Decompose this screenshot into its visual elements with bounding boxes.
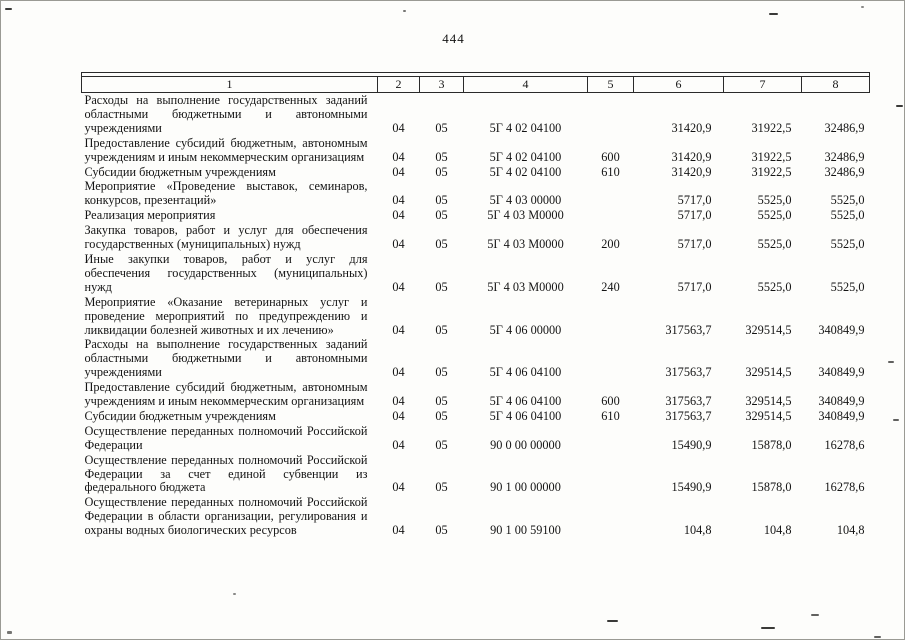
table-row [82,165,870,180]
table-row [82,409,870,424]
cell-subsection-code: 05 [435,408,448,423]
cell-amount-year1: 317563,7 [665,408,712,423]
cell-expense-type-code [588,179,634,208]
cell-amount-year1: 5717,0 [677,279,712,294]
budget-table-body [82,93,870,539]
budget-table-header [82,73,870,93]
cell-amount-year2: 31922,5 [751,149,792,164]
cell-expense-name: Предоставление субсидий бюджетным, автономным учреждениям и иным некоммерческим организациям [84,135,368,164]
cell-amount-year1: 317563,7 [665,365,712,380]
cell-section-code: 04 [392,480,405,495]
cell-expense-type-code: 240 [601,279,620,294]
cell-section-code: 04 [392,437,405,452]
cell-section-code: 04 [392,408,405,423]
column-header-1: 1 [82,77,378,93]
cell-target-article-code: 5Г 4 03 М0000 [487,208,564,223]
cell-amount-year3: 340849,9 [818,365,865,380]
cell-section-code: 04 [392,279,405,294]
cell-amount-year2: 329514,5 [745,322,792,337]
cell-amount-year2: 329514,5 [745,408,792,423]
cell-subsection-code: 05 [435,480,448,495]
cell-expense-type-code: 600 [601,149,620,164]
table-row [82,337,870,380]
cell-subsection-code: 05 [435,437,448,452]
cell-expense-type-code: 610 [601,164,620,179]
cell-expense-name: Субсидии бюджетным учреждениям [84,164,276,179]
cell-amount-year2: 5525,0 [757,193,792,208]
cell-subsection-code: 05 [435,523,448,538]
cell-section-code: 04 [392,120,405,135]
cell-amount-year3: 5525,0 [830,279,865,294]
scan-artifact [896,105,903,107]
cell-target-article-code: 5Г 4 06 04100 [489,365,562,380]
table-row [82,453,870,496]
scan-artifact [403,10,406,12]
cell-expense-type-code [588,424,634,453]
cell-amount-year1: 317563,7 [665,394,712,409]
cell-amount-year1: 31420,9 [671,164,712,179]
table-row [82,380,870,409]
scan-artifact [5,8,12,10]
column-header-2: 2 [378,77,420,93]
cell-target-article-code: 5Г 4 06 00000 [489,322,562,337]
cell-expense-name: Предоставление субсидий бюджетным, автономным учреждениям и иным некоммерческим организациям [84,380,368,409]
cell-amount-year2: 329514,5 [745,394,792,409]
cell-subsection-code: 05 [435,322,448,337]
scan-artifact [893,419,899,421]
cell-expense-name: Закупка товаров, работ и услуг для обеспечения государственных (муниципальных) нужд [84,223,368,252]
cell-amount-year3: 32486,9 [824,164,865,179]
column-header-3: 3 [420,77,464,93]
cell-subsection-code: 05 [435,208,448,223]
cell-expense-name: Иные закупки товаров, работ и услуг для обеспечения государственных (муниципальных) нужд [84,251,368,294]
cell-amount-year3: 5525,0 [830,208,865,223]
cell-amount-year3: 340849,9 [818,394,865,409]
cell-expense-name: Субсидии бюджетным учреждениям [84,408,276,423]
cell-target-article-code: 5Г 4 02 04100 [489,120,562,135]
table-row [82,295,870,338]
scan-artifact [888,361,894,363]
cell-subsection-code: 05 [435,149,448,164]
cell-target-article-code: 5Г 4 06 04100 [489,394,562,409]
cell-subsection-code: 05 [435,365,448,380]
cell-expense-type-code: 610 [601,408,620,423]
cell-expense-type-code: 600 [601,394,620,409]
table-row [82,208,870,223]
cell-amount-year2: 5525,0 [757,237,792,252]
cell-amount-year3: 16278,6 [824,437,865,452]
cell-section-code: 04 [392,164,405,179]
column-header-4: 4 [464,77,588,93]
cell-amount-year3: 104,8 [836,523,865,538]
cell-target-article-code: 90 1 00 59100 [490,523,561,538]
column-header-6: 6 [634,77,724,93]
cell-amount-year2: 31922,5 [751,120,792,135]
scan-artifact [7,631,12,634]
cell-amount-year3: 5525,0 [830,237,865,252]
table-row [82,424,870,453]
cell-expense-name: Расходы на выполнение государственных заданий областными бюджетными и автономными учреждениями [84,337,368,380]
cell-amount-year1: 31420,9 [671,120,712,135]
table-row [82,93,870,136]
cell-amount-year1: 31420,9 [671,149,712,164]
cell-section-code: 04 [392,208,405,223]
cell-expense-name: Реализация мероприятия [84,208,216,223]
scan-artifact [874,636,881,638]
column-header-8: 8 [802,77,870,93]
table-row [82,495,870,538]
cell-amount-year2: 104,8 [763,523,792,538]
cell-amount-year1: 317563,7 [665,322,712,337]
cell-expense-type-code [588,295,634,338]
cell-target-article-code: 5Г 4 03 М0000 [487,237,564,252]
table-row [82,136,870,165]
scan-artifact [861,6,864,8]
cell-expense-name: Осуществление переданных полномочий Российской Федерации за счет единой субвенции из федерального бюджета [84,452,368,495]
budget-table [81,72,870,538]
column-header-7: 7 [724,77,802,93]
scan-artifact [233,593,236,595]
cell-subsection-code: 05 [435,193,448,208]
cell-amount-year3: 32486,9 [824,149,865,164]
table-row [82,252,870,295]
cell-section-code: 04 [392,365,405,380]
cell-target-article-code: 90 0 00 00000 [490,437,561,452]
scan-artifact [761,627,775,629]
cell-amount-year3: 340849,9 [818,322,865,337]
cell-expense-type-code [588,453,634,496]
cell-target-article-code: 5Г 4 02 04100 [489,149,562,164]
header-number-row [82,77,870,93]
cell-subsection-code: 05 [435,237,448,252]
cell-subsection-code: 05 [435,120,448,135]
cell-amount-year1: 5717,0 [677,193,712,208]
cell-amount-year3: 32486,9 [824,120,865,135]
scan-artifact [811,614,819,616]
cell-expense-name: Осуществление переданных полномочий Российской Федерации [84,423,368,452]
cell-expense-type-code: 200 [601,237,620,252]
cell-amount-year2: 15878,0 [751,480,792,495]
cell-target-article-code: 90 1 00 00000 [490,480,561,495]
cell-target-article-code: 5Г 4 03 М0000 [487,279,564,294]
cell-amount-year2: 329514,5 [745,365,792,380]
cell-subsection-code: 05 [435,279,448,294]
cell-amount-year3: 340849,9 [818,408,865,423]
cell-target-article-code: 5Г 4 03 00000 [489,193,562,208]
cell-expense-name: Мероприятие «Проведение выставок, семинаров, конкурсов, презентаций» [84,179,368,208]
cell-expense-type-code [588,495,634,538]
table-row [82,223,870,252]
cell-amount-year1: 15490,9 [671,480,712,495]
cell-amount-year1: 5717,0 [677,208,712,223]
scan-artifact [607,620,618,622]
cell-subsection-code: 05 [435,394,448,409]
cell-subsection-code: 05 [435,164,448,179]
cell-section-code: 04 [392,523,405,538]
scan-artifact [769,13,778,15]
cell-amount-year3: 16278,6 [824,480,865,495]
cell-expense-name: Расходы на выполнение государственных заданий областными бюджетными и автономными учреждениями [84,93,368,135]
cell-amount-year2: 5525,0 [757,279,792,294]
cell-expense-name: Мероприятие «Оказание ветеринарных услуг и проведение мероприятий по предупреждению и ликвидации болезней животных и их лечению» [84,294,368,337]
cell-expense-type-code [588,208,634,223]
cell-amount-year2: 31922,5 [751,164,792,179]
cell-section-code: 04 [392,149,405,164]
cell-section-code: 04 [392,322,405,337]
cell-amount-year3: 5525,0 [830,193,865,208]
cell-expense-type-code [588,93,634,136]
cell-amount-year1: 104,8 [683,523,712,538]
column-header-5: 5 [588,77,634,93]
cell-expense-name: Осуществление переданных полномочий Российской Федерации в области организации, регулирования и охраны водных биологических ресурсов [84,495,368,538]
cell-amount-year1: 5717,0 [677,237,712,252]
table-row [82,179,870,208]
cell-target-article-code: 5Г 4 02 04100 [489,164,562,179]
cell-target-article-code: 5Г 4 06 04100 [489,408,562,423]
cell-section-code: 04 [392,237,405,252]
cell-expense-type-code [588,337,634,380]
cell-amount-year1: 15490,9 [671,437,712,452]
page-number: 444 [442,31,465,46]
cell-amount-year2: 5525,0 [757,208,792,223]
cell-section-code: 04 [392,394,405,409]
cell-amount-year2: 15878,0 [751,437,792,452]
cell-section-code: 04 [392,193,405,208]
